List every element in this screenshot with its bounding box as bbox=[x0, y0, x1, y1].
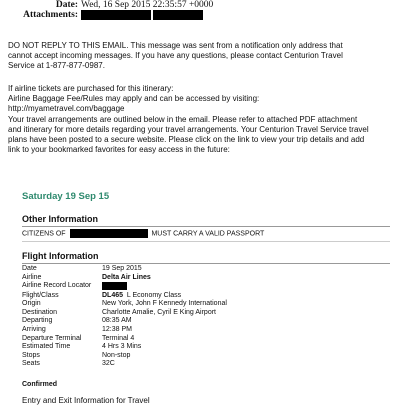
redacted-attachment-2 bbox=[153, 10, 203, 20]
redacted-citizenship bbox=[70, 229, 148, 238]
flight-details-table bbox=[22, 265, 227, 369]
itinerary-date-heading: Saturday 19 Sep 15 bbox=[22, 191, 110, 202]
table-row: Flight/Class DL465 L Economy Class bbox=[22, 291, 182, 299]
entry-exit-info-heading: Entry and Exit Information for Travel bbox=[22, 396, 150, 405]
table-row: Date 19 Sep 2015 bbox=[22, 265, 142, 272]
table-row: Airline Delta Air Lines bbox=[22, 273, 151, 281]
baggage-link[interactable]: http://myametravel.com/baggage bbox=[8, 104, 125, 113]
table-row: Estimated Time 4 Hrs 3 Mins bbox=[22, 343, 142, 351]
table-row: Origin New York, John F Kennedy International bbox=[22, 300, 227, 308]
flight-info-divider bbox=[22, 263, 390, 264]
citizen-prefix: CITIZENS OF bbox=[22, 230, 66, 238]
table-row: Destination Charlotte Amalie, Cyril E King Airport bbox=[22, 308, 216, 316]
no-reply-notice: DO NOT REPLY TO THIS EMAIL. This message was sent from a notification only address that cannot accept incoming messages. If you have any questions, please contact Centurion Travel Service at 1-877-877-0987. bbox=[8, 41, 343, 70]
table-row: Stops Non-stop bbox=[22, 351, 131, 359]
flight-info-title: Flight Information bbox=[22, 251, 99, 261]
attachments-row bbox=[0, 10, 203, 21]
table-row: Departure Terminal Terminal 4 bbox=[22, 334, 135, 342]
flight-class: L Economy Class bbox=[126, 291, 182, 299]
passport-divider bbox=[22, 241, 390, 242]
table-row: Departing 08:35 AM bbox=[22, 317, 132, 325]
other-info-title: Other Information bbox=[22, 214, 98, 224]
redacted-record-locator bbox=[102, 282, 127, 290]
table-row: Seats 32C bbox=[22, 360, 115, 368]
table-row: Airline Record Locator bbox=[22, 282, 227, 291]
citizen-suffix: MUST CARRY A VALID PASSPORT bbox=[151, 230, 265, 238]
other-info-divider bbox=[22, 226, 390, 227]
flight-number: DL465 bbox=[102, 291, 124, 299]
date-label: Date: bbox=[55, 0, 78, 10]
baggage-notice: If airline tickets are purchased for this itinerary: Airline Baggage Fee/Rules may apply and can be accessed by visiting: http://myametravel.com/baggage bbox=[8, 84, 396, 114]
date-value: Wed, 16 Sep 2015 22:35:57 +0000 bbox=[81, 0, 214, 10]
attachments-label: Attachments: bbox=[23, 10, 78, 21]
confirmed-status: Confirmed bbox=[22, 381, 57, 388]
table-row: Arriving 12:38 PM bbox=[22, 326, 132, 333]
passport-notice bbox=[22, 229, 264, 239]
redacted-attachment-1 bbox=[81, 10, 151, 20]
itinerary-notice: Your travel arrangements are outlined below in the email. Please refer to attached PDF attachment and itinerary for more details regarding your travel arrangements. Your Centurion Travel Service travel plans have been posted to a secure website. Please click on the link to view your trip details and add link to your bookmarked favorites for easy access in the future: bbox=[8, 115, 369, 154]
